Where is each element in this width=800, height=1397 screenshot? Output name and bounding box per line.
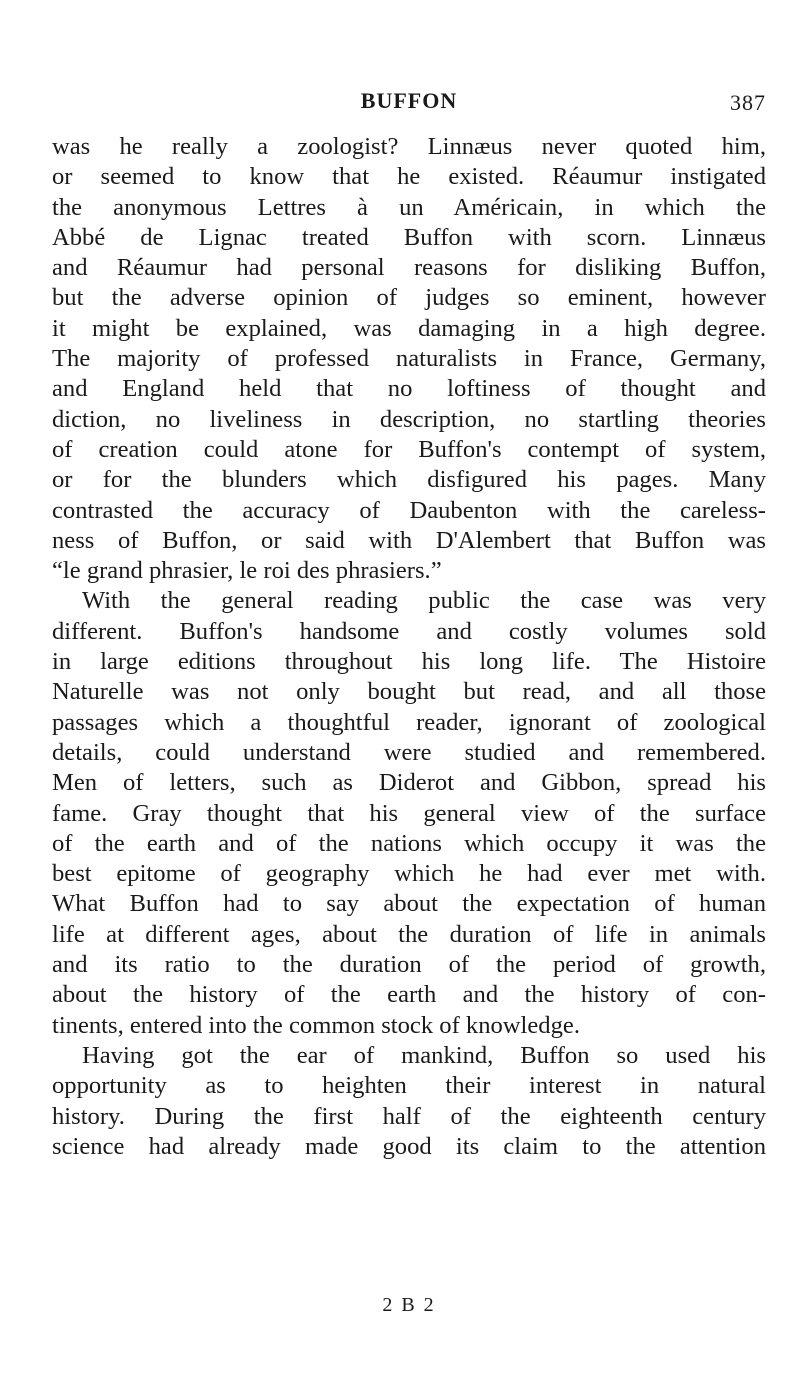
text-line: of the earth and of the nations which occupy it was the — [52, 829, 766, 857]
text-line: diction, no liveliness in description, no startling theories — [52, 405, 766, 433]
text-line: was he really a zoologist? Linnæus never quoted him, — [52, 133, 766, 160]
text-line: opportunity as to heighten their interest in natural — [52, 1072, 766, 1100]
text-line: different. Buffon's handsome and costly volumes sold — [52, 617, 766, 645]
text-line: Naturelle was not only bought but read, and all those — [52, 678, 766, 706]
signature-mark: 2 B 2 — [382, 1294, 436, 1316]
text-line: it might be explained, was damaging in a high degree. — [52, 314, 766, 342]
body-text — [52, 132, 766, 1162]
text-line: science had already made good its claim to the attention — [52, 1132, 766, 1160]
text-line: life at different ages, about the duration of life in animals — [52, 920, 766, 948]
text-line: tinents, entered into the common stock of knowledge. — [52, 1011, 580, 1039]
running-title: BUFFON — [360, 88, 458, 113]
text-line: and its ratio to the duration of the period of growth, — [52, 951, 766, 979]
text-line: about the history of the earth and the history of con- — [52, 981, 766, 1009]
text-line: in large editions throughout his long life. The Histoire — [52, 648, 766, 676]
text-line: history. During the first half of the eighteenth century — [52, 1102, 766, 1130]
text-line: What Buffon had to say about the expectation of human — [52, 890, 766, 918]
text-line: ness of Buffon, or said with D'Alembert that Buffon was — [52, 526, 766, 554]
running-head — [52, 88, 766, 122]
text-line: fame. Gray thought that his general view of the surface — [52, 799, 766, 827]
text-line: passages which a thoughtful reader, ignorant of zoological — [52, 708, 766, 736]
text-line: of creation could atone for Buffon's contempt of system, — [52, 435, 766, 463]
text-line: Abbé de Lignac treated Buffon with scorn. Linnæus — [52, 223, 766, 251]
page-number: 387 — [730, 90, 766, 115]
text-line: details, could understand were studied and remembered. — [52, 738, 766, 766]
text-line: or for the blunders which disfigured his pages. Many — [52, 466, 766, 494]
text-line: best epitome of geography which he had ever met with. — [52, 860, 766, 888]
text-line: and England held that no loftiness of thought and — [52, 375, 766, 403]
text-line: and Réaumur had personal reasons for disliking Buffon, — [52, 254, 766, 282]
text-line: the anonymous Lettres à un Américain, in which the — [52, 193, 766, 221]
text-line: Having got the ear of mankind, Buffon so used his — [82, 1041, 766, 1069]
text-line: contrasted the accuracy of Daubenton with the careless- — [52, 496, 766, 524]
text-line: The majority of professed naturalists in France, Germany, — [52, 345, 766, 373]
text-line: “le grand phrasier, le roi des phrasiers.” — [52, 557, 442, 585]
text-line: but the adverse opinion of judges so eminent, however — [52, 284, 766, 312]
text-line: Men of letters, such as Diderot and Gibbon, spread his — [52, 769, 766, 797]
text-line: With the general reading public the case was very — [82, 587, 766, 615]
text-line: or seemed to know that he existed. Réaumur instigated — [52, 163, 766, 191]
